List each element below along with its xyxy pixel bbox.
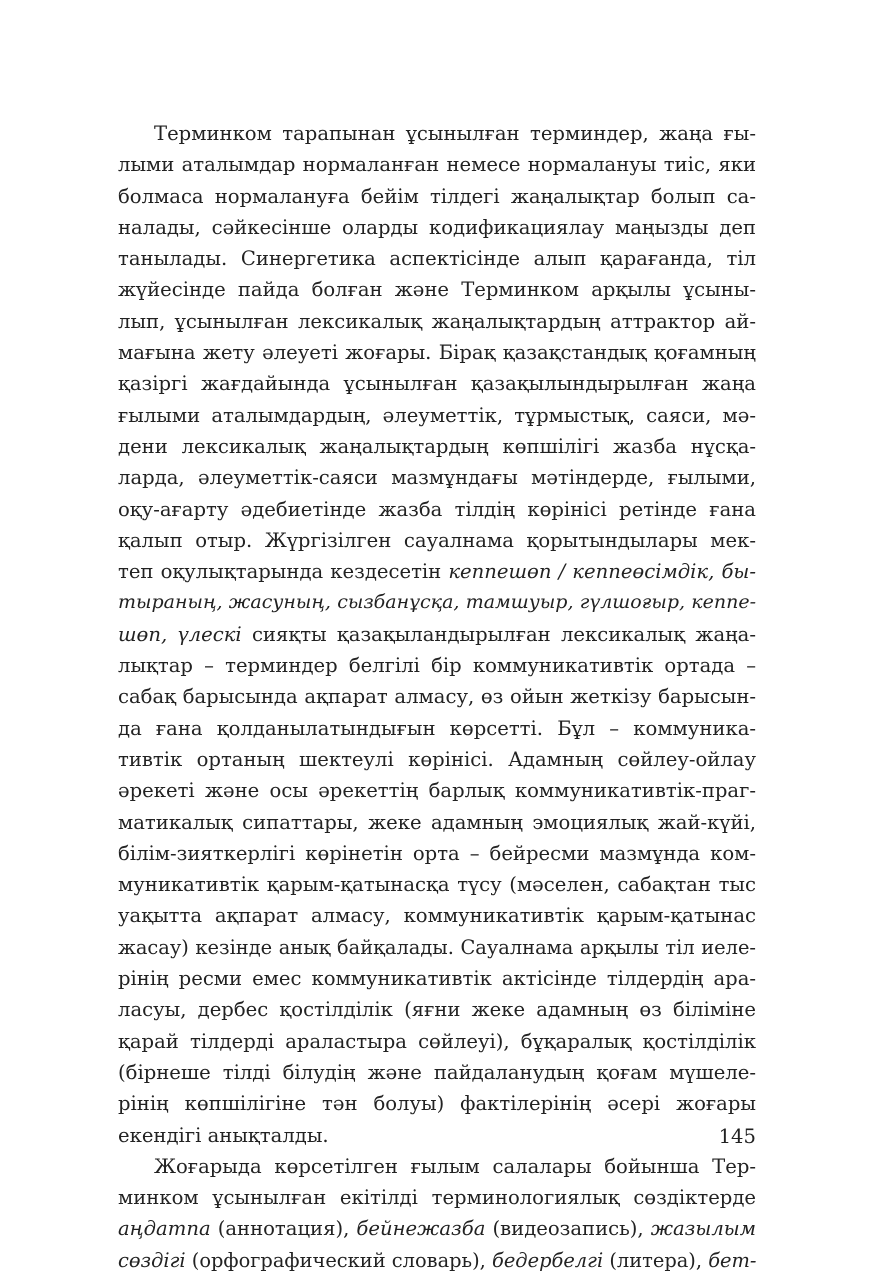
text-segment: (аннотация), [210,1217,357,1241]
text-segment: да ғана қолданылатындығын көрсетті. Бұл – коммуника- [118,716,756,740]
italic-term: шөп, үлескі [118,622,242,646]
text-line [118,681,756,712]
text-segment: екендігі анықталды. [118,1123,329,1147]
text-segment: қазіргі жағдайында ұсынылған қазақылындырылған жаңа [118,372,756,396]
italic-term: бет- [708,1248,757,1272]
text-segment: лыми аталымдар нормаланған немесе нормалануы тиіс, яки [118,153,756,177]
italic-term: бейнежазба [356,1217,486,1241]
text-line [118,900,756,931]
text-segment: уақытта ақпарат алмасу, коммуникативтік қарым-қатынас [118,904,756,928]
text-segment: дени лексикалық жаңалықтардың көпшілігі жазба нұсқа- [118,434,756,458]
text-line [118,838,756,869]
text-segment: әрекеті және осы әрекеттің барлық коммуникативтік-праг- [118,779,756,803]
text-line [118,932,756,963]
text-segment: Терминком тарапынан ұсынылған терминдер, жаңа ғы- [154,122,756,145]
text-line [118,149,756,180]
text-line [118,744,756,775]
text-line [118,494,756,525]
text-line [118,181,756,212]
text-line [118,1120,756,1151]
text-segment: теп оқулықтарында кездесетін [118,560,449,584]
body-text [118,118,756,1276]
text-line [118,1088,756,1119]
text-line [118,400,756,431]
text-line [118,775,756,806]
italic-term: тыраның, жасуның, сызбанұсқа, тамшуыр, гүлшоғыр, кеппе- [118,591,756,614]
text-segment: мағына жету әлеуеті жоғары. Бірақ қазақстандық қоғамның [118,341,756,365]
text-segment: білім-зияткерлігі көрінетін орта – бейресми мазмұнда ком- [118,841,756,865]
text-line [118,1182,756,1213]
text-line [118,587,756,618]
text-segment: жүйесінде пайда болған және Терминком арқылы ұсыны- [118,278,756,302]
text-line [118,713,756,744]
text-segment: ғылыми аталымдардың, әлеуметтік, тұрмыстық, саяси, мә- [118,403,756,427]
text-segment: сабақ барысында ақпарат алмасу, өз ойын жеткізу барысын- [118,685,756,709]
text-segment: лып, ұсынылған лексикалық жаңалықтардың аттрактор ай- [118,309,756,333]
text-segment: налады, сәйкесінше оларды кодификациялау маңызды деп [118,215,756,239]
text-line [118,556,756,587]
text-line [118,1057,756,1088]
text-line [118,337,756,368]
italic-term: сөздігі [118,1248,186,1272]
text-line [118,431,756,462]
text-segment: минком ұсынылған екітілді терминологиялық сөздіктерде [118,1186,756,1210]
text-segment: лықтар – терминдер белгілі бір коммуникативтік ортада – [118,654,756,678]
italic-term: кеппешөп / кеппеөсімдік, бы- [448,560,756,584]
italic-term: бедербелгі [492,1248,604,1272]
text-line [118,963,756,994]
text-line [118,807,756,838]
text-segment: танылады. Синергетика аспектісінде алып қарағанда, тіл [118,247,756,271]
text-line [118,274,756,305]
text-line [118,1026,756,1057]
text-line [118,869,756,900]
text-line [118,525,756,556]
text-line [118,368,756,399]
text-segment: ларда, әлеуметтік-саяси мазмұндағы мәтіндерде, ғылыми, [118,466,756,490]
text-line [118,619,756,650]
text-segment: ласуы, дербес қостілділік (яғни жеке адамның өз біліміне [118,998,756,1022]
text-segment: (видеозапись), [485,1217,651,1241]
text-segment: (бірнеше тілді білудің және пайдаланудың қоғам мүшеле- [118,1060,756,1084]
text-line [118,994,756,1025]
text-line [118,1245,756,1276]
text-segment: рінің көпшілігіне тән болуы) фактілерінің әсері жоғары [118,1092,756,1116]
text-segment: Жоғарыда көрсетілген ғылым салалары бойынша Тер- [154,1154,756,1178]
text-line [118,1151,756,1182]
page-number: 145 [718,1125,756,1148]
italic-term: аңдатпа [118,1217,211,1241]
text-line [118,118,756,149]
text-segment: муникативтік қарым-қатынасқа түсу (мәселен, сабақтан тыс [118,873,756,897]
text-segment: (орфографический словарь), [185,1248,492,1272]
italic-term: жазылым [650,1217,756,1241]
text-segment: сияқты қазақыландырылған лексикалық жаңа- [241,622,756,646]
text-segment: оқу-ағарту әдебиетінде жазба тілдің көрінісі ретінде ғана [118,497,756,521]
text-line [118,243,756,274]
text-line [118,650,756,681]
text-segment: қарай тілдерді араластыра сөйлеуі), бұқаралық қостілділік [118,1029,756,1053]
text-line [118,306,756,337]
text-segment: болмаса нормалануға бейім тілдегі жаңалықтар болып са- [118,184,756,208]
text-segment: рінің ресми емес коммуникативтік актісінде тілдердің ара- [118,967,756,991]
text-segment: тивтік ортаның шектеулі көрінісі. Адамның сөйлеу-ойлау [118,747,756,771]
text-segment: (литера), [603,1248,709,1272]
text-segment: матикалық сипаттары, жеке адамның эмоциялық жай-күйі, [118,810,756,834]
text-line [118,462,756,493]
text-line [118,212,756,243]
text-segment: қалып отыр. Жүргізілген сауалнама қорытындылары мек- [118,528,756,552]
text-segment: жасау) кезінде анық байқалады. Сауалнама арқылы тіл иеле- [118,935,756,959]
